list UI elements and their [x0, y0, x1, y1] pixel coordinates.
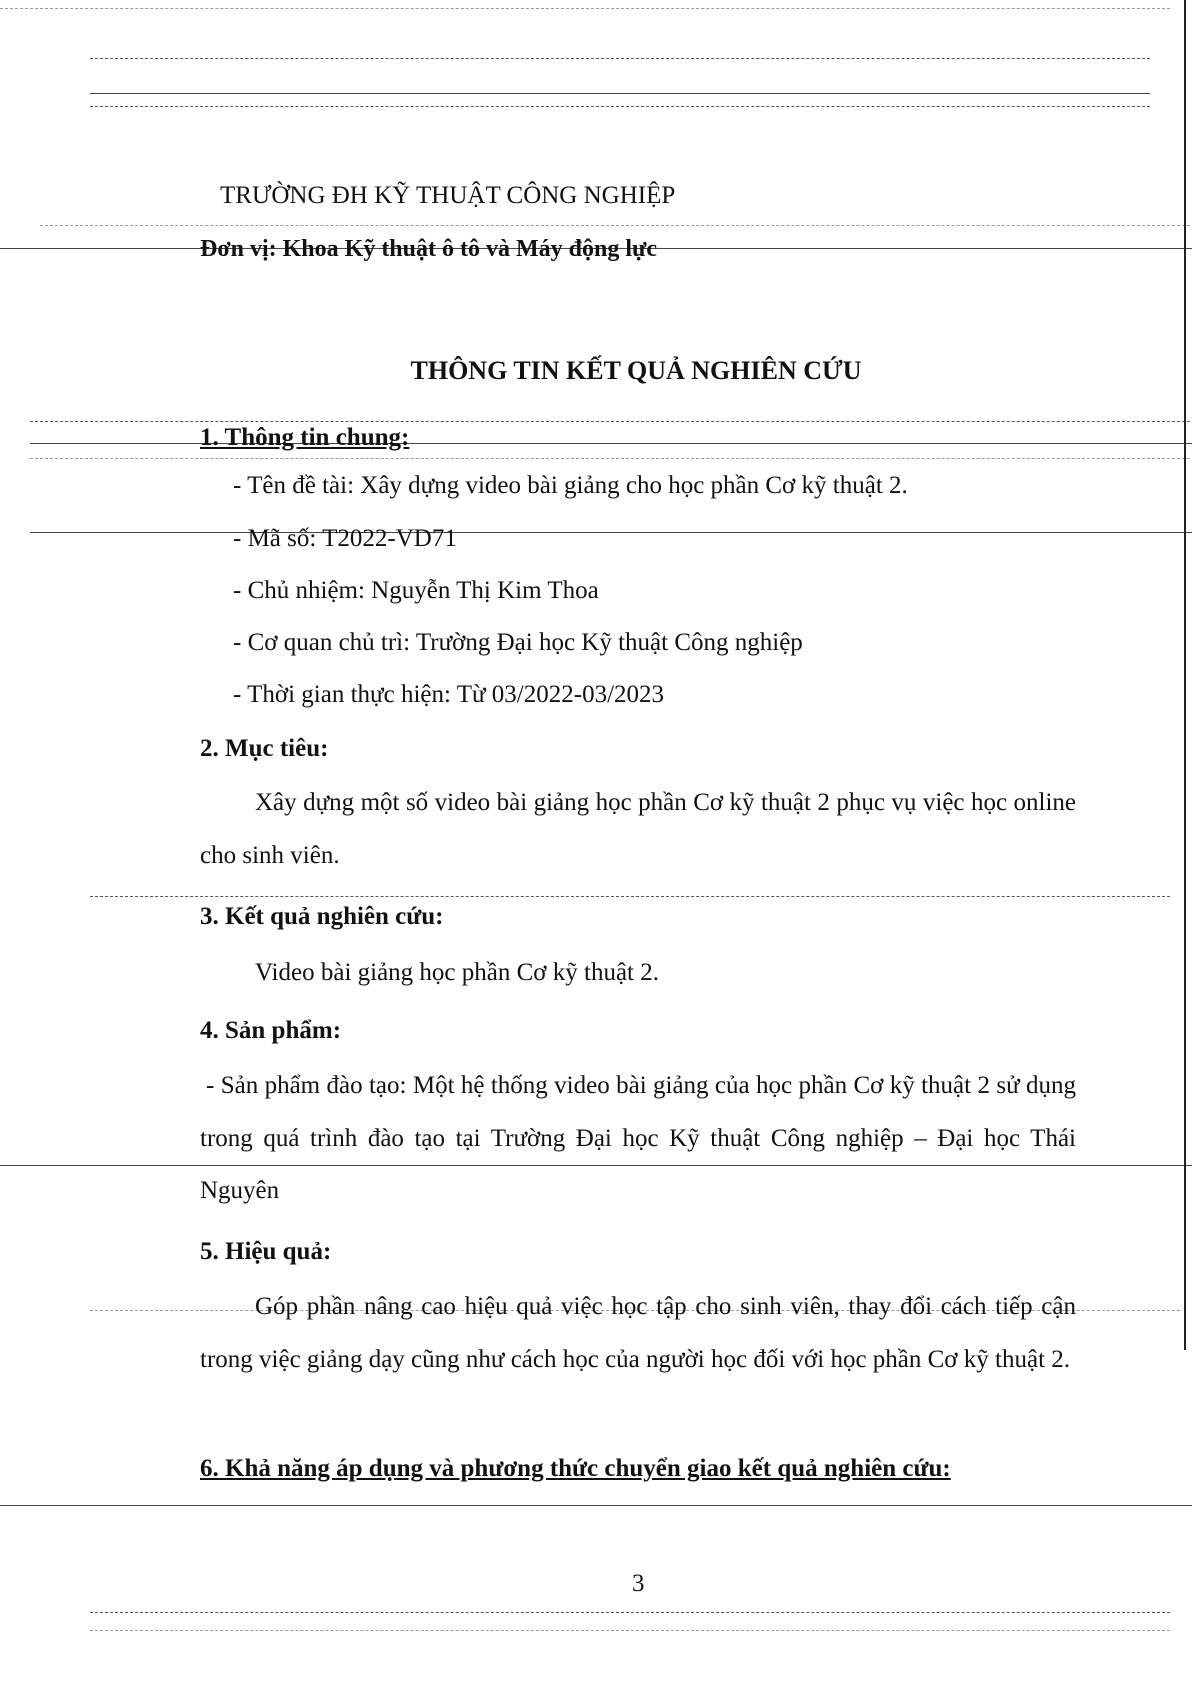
section-1-item: - Mã số: T2022-VD71 — [233, 525, 457, 552]
section-1-item: - Chủ nhiệm: Nguyễn Thị Kim Thoa — [233, 577, 599, 604]
scan-artifact-rule — [30, 458, 1190, 459]
section-6-heading: 6. Khả năng áp dụng và phương thức chuyển giao kết quả nghiên cứu: — [200, 1455, 951, 1482]
section-1-heading: 1. Thông tin chung: — [200, 424, 410, 451]
section-5-heading: 5. Hiệu quả: — [200, 1238, 332, 1265]
scan-artifact-edge — [1184, 0, 1186, 1350]
section-3-body: Video bài giảng học phần Cơ kỹ thuật 2. — [255, 959, 660, 986]
section-2-body: Xây dựng một số video bài giảng học phần Cơ kỹ thuật 2 phục vụ việc học online cho sinh viên. — [200, 789, 1076, 869]
scan-artifact-rule — [90, 1630, 1170, 1631]
scan-artifact-rule — [30, 421, 1190, 422]
scan-artifact-rule — [90, 896, 1170, 897]
scan-artifact-rule — [90, 106, 1150, 107]
scan-artifact-rule — [90, 58, 1150, 59]
scan-artifact-rule — [0, 1505, 1192, 1506]
scan-artifact-rule — [90, 93, 1150, 94]
section-2-heading: 2. Mục tiêu: — [200, 735, 329, 762]
section-1-item: - Tên đề tài: Xây dựng video bài giảng cho học phần Cơ kỹ thuật 2. — [233, 472, 908, 499]
scan-artifact-rule — [30, 532, 1192, 533]
school-name: TRƯỜNG ĐH KỸ THUẬT CÔNG NGHIỆP — [220, 182, 676, 209]
section-3-heading: 3. Kết quả nghiên cứu: — [200, 903, 444, 930]
section-4-body: - Sản phẩm đào tạo: Một hệ thống video bài giảng của học phần Cơ kỹ thuật 2 sử dụng trong quá trình đào tạo tại Trường Đại học Kỹ thuật Công nghiệp – Đại học Thái Nguyên — [200, 1072, 1076, 1204]
section-1-item: - Thời gian thực hiện: Từ 03/2022-03/2023 — [233, 681, 665, 708]
section-1-item: - Cơ quan chủ trì: Trường Đại học Kỹ thuật Công nghiệp — [233, 629, 803, 656]
page-number: 3 — [632, 1570, 645, 1597]
document-title: THÔNG TIN KẾT QUẢ NGHIÊN CỨU — [410, 356, 862, 385]
scan-artifact-rule — [40, 225, 1190, 226]
scan-artifact-rule — [90, 1612, 1170, 1613]
section-4-heading: 4. Sản phẩm: — [200, 1017, 342, 1044]
section-5-body: Góp phần nâng cao hiệu quả việc học tập cho sinh viên, thay đổi cách tiếp cận trong việc giảng dạy cũng như cách học của người học đối với học phần Cơ kỹ thuật 2. — [200, 1293, 1076, 1373]
scan-artifact-rule — [0, 8, 1170, 9]
unit-name: Đơn vị: Khoa Kỹ thuật ô tô và Máy động lực — [200, 236, 658, 262]
